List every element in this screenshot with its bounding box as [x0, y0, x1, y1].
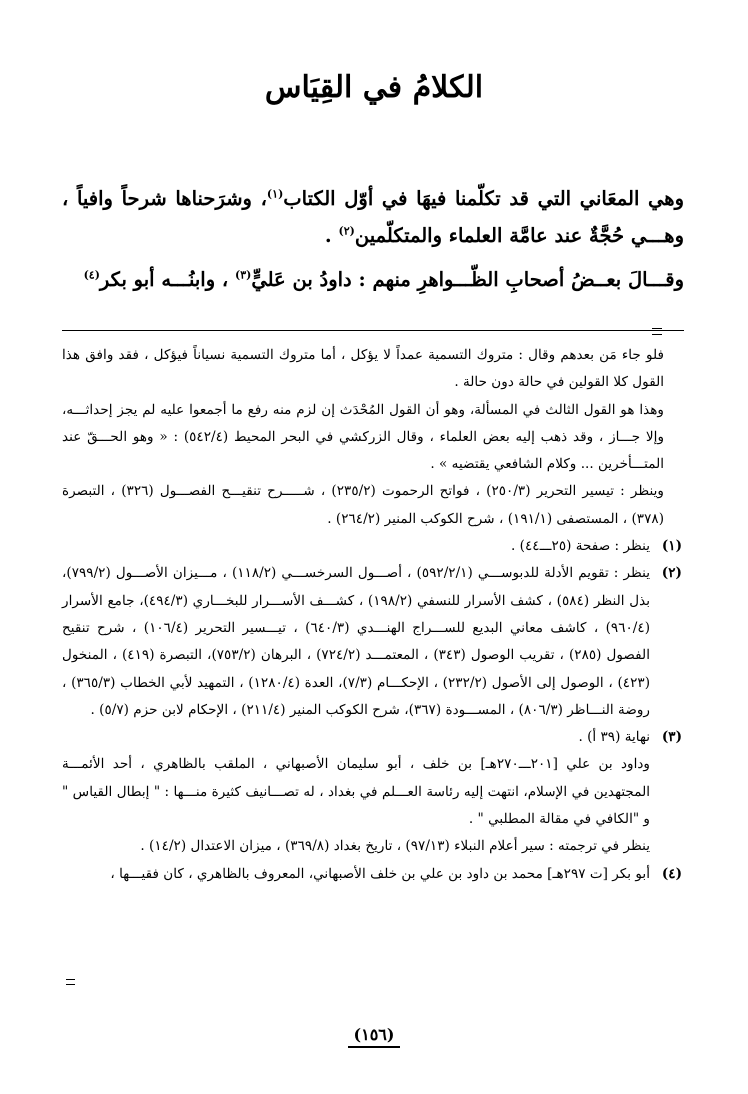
footnotes	[62, 342, 682, 888]
footnote-text: أبو بكر [ت ٢٩٧هـ] محمد بن داود بن علي بن خلف الأصبهاني، المعروف بالظاهري ، كان فقيـــها ،	[110, 865, 650, 882]
footnote-text: ينظر : صفحة (٢٥ـــ٤٤) .	[511, 538, 650, 555]
continuation-marker	[66, 979, 75, 985]
footnote-number: (٣)	[661, 729, 682, 746]
continuation-marker	[652, 328, 662, 335]
footnote-3	[62, 724, 682, 751]
main-text-segment: ، وشرَحناها شرحاً وافياً ، وهـــي حُجَّةٌ عند عامَّة العلماء والمتكلّمين	[62, 187, 684, 247]
footnote-text: نهاية (٣٩ أ) .	[578, 729, 650, 746]
footnote-3-sources: ينظر في ترجمته : سير أعلام النبلاء (٩٧/١٣) ، تاريخ بغداد (٣٦٩/٨) ، ميزان الاعتدال (١٤/٢) .	[140, 838, 650, 855]
main-text-segment: وهي المعَاني التي قد تكلّمنا فيهَا في أوّل الكتاب	[283, 187, 684, 210]
footnote-number: (١)	[661, 538, 682, 555]
footnote-4	[62, 861, 682, 888]
footnote-ref-4[interactable]: (٤)	[83, 268, 100, 282]
footnote-ref-1[interactable]: (١)	[266, 187, 284, 201]
footnote-continuation: وهذا هو القول الثالث في المسألة، وهو أن القول المُحْدَث إن لزم منه رفع ما أجمعوا عليه لم يجز إحداثـــه، وإلا جـــاز ، وقد ذهب إليه بعض العلماء ، وقال الزركشي في البحر المحيط (٥٤٢/٤) : « وهو الحـــقّ عند المتـــأخرين ... وكلام الشافعي يقتضيه » .	[62, 401, 665, 473]
footnote-separator	[62, 330, 684, 331]
footnote-1	[62, 533, 682, 560]
page-title: الكلامُ في القِيَاس	[264, 70, 484, 105]
footnote-continuation: وينظر : تيسير التحرير (٢٥٠/٣) ، فواتح الرحموت (٢٣٥/٢) ، شـــــرح تنقيـــح الفصـــول (٣٢٦) ، التبصرة (٣٧٨) ، المستصفى (١٩١/١) ، شرح الكوكب المنير (٢٦٤/٢) .	[62, 483, 664, 527]
main-paragraph-1	[62, 180, 684, 254]
main-text-segment: .	[324, 224, 339, 247]
footnote-number: (٢)	[661, 565, 682, 582]
footnote-ref-3[interactable]: (٣)	[234, 268, 252, 282]
footnote-3-biography: وداود بن علي [٢٠١ـــ٢٧٠هـ] بن خلف ، أبو سليمان الأصبهاني ، الملقب بالظاهري ، أحد الأئمـــة المجتهدين في الإسلام، انتهت إليه رئاسة العـــلم في بغداد ، له تصـــانيف كثيرة منـــها : " إبطال القياس " و "الكافي في مقالة المطلبي " .	[62, 756, 650, 828]
footnote-continuation: فلو جاء مَن بعدهم وقال : متروك التسمية عمداً لا يؤكل ، أما متروك التسمية نسياناً فيؤكل ، فقد وافق هذا القول كلا القولين في حالة دون حالة .	[62, 347, 664, 391]
page-number	[0, 1025, 748, 1044]
main-text-segment: ، وابنُـــه أبو بكر	[99, 268, 235, 291]
footnote-ref-2[interactable]: (٢)	[338, 224, 355, 238]
main-paragraph-2	[62, 261, 684, 298]
main-text	[62, 180, 684, 298]
footnote-2	[62, 560, 682, 724]
footnote-text: ينظر : تقويم الأدلة للدبوســـي (٥٩٢/٢/١) ، أصـــول السرخســـي (١١٨/٢) ، مـــيزان الأصـــول (٧٩٩/٢)، بذل النظر (٥٨٤) ، كشف الأسرار للنسفي (١٩٨/٢) ، كشـــف الأســـرار للبخـــاري (٤٩٤/٣)، جامع الأسرار (٩٦٠/٤) ، كاشف معاني البديع للســـراج الهنـــدي (٦٤٠/٣) ، تيـــسير التحرير (١٠٦/٤) ، شرح تنقيح الفصول (٢٨٥) ، تقريب الوصول (٣٤٣) ، المعتمـــد (٧٢٤/٢) ، البرهان (٧٥٣/٢)، التبصرة (٤١٩) ، المنخول (٤٢٣) ، الوصول إلى الأصول (٢٣٢/٢) ، الإحكـــام (٧/٣)، العدة (١٢٨٠/٤) ، التمهيد لأبي الخطاب (٣٦٥/٣) ، روضة النـــاظر (٨٠٦/٣) ، المســـودة (٣٦٧)، شرح الكوكب المنير (٢١١/٤) ، الإحكام لابن حزم (٥/٧) .	[62, 565, 651, 718]
footnote-number: (٤)	[661, 865, 682, 882]
page-number-label: (١٥٦)	[348, 1025, 401, 1048]
main-text-segment: وقـــالَ بعــضُ أصحابِ الظّـــواهرِ منهم : داودُ بن عَليٍّ	[251, 268, 684, 291]
